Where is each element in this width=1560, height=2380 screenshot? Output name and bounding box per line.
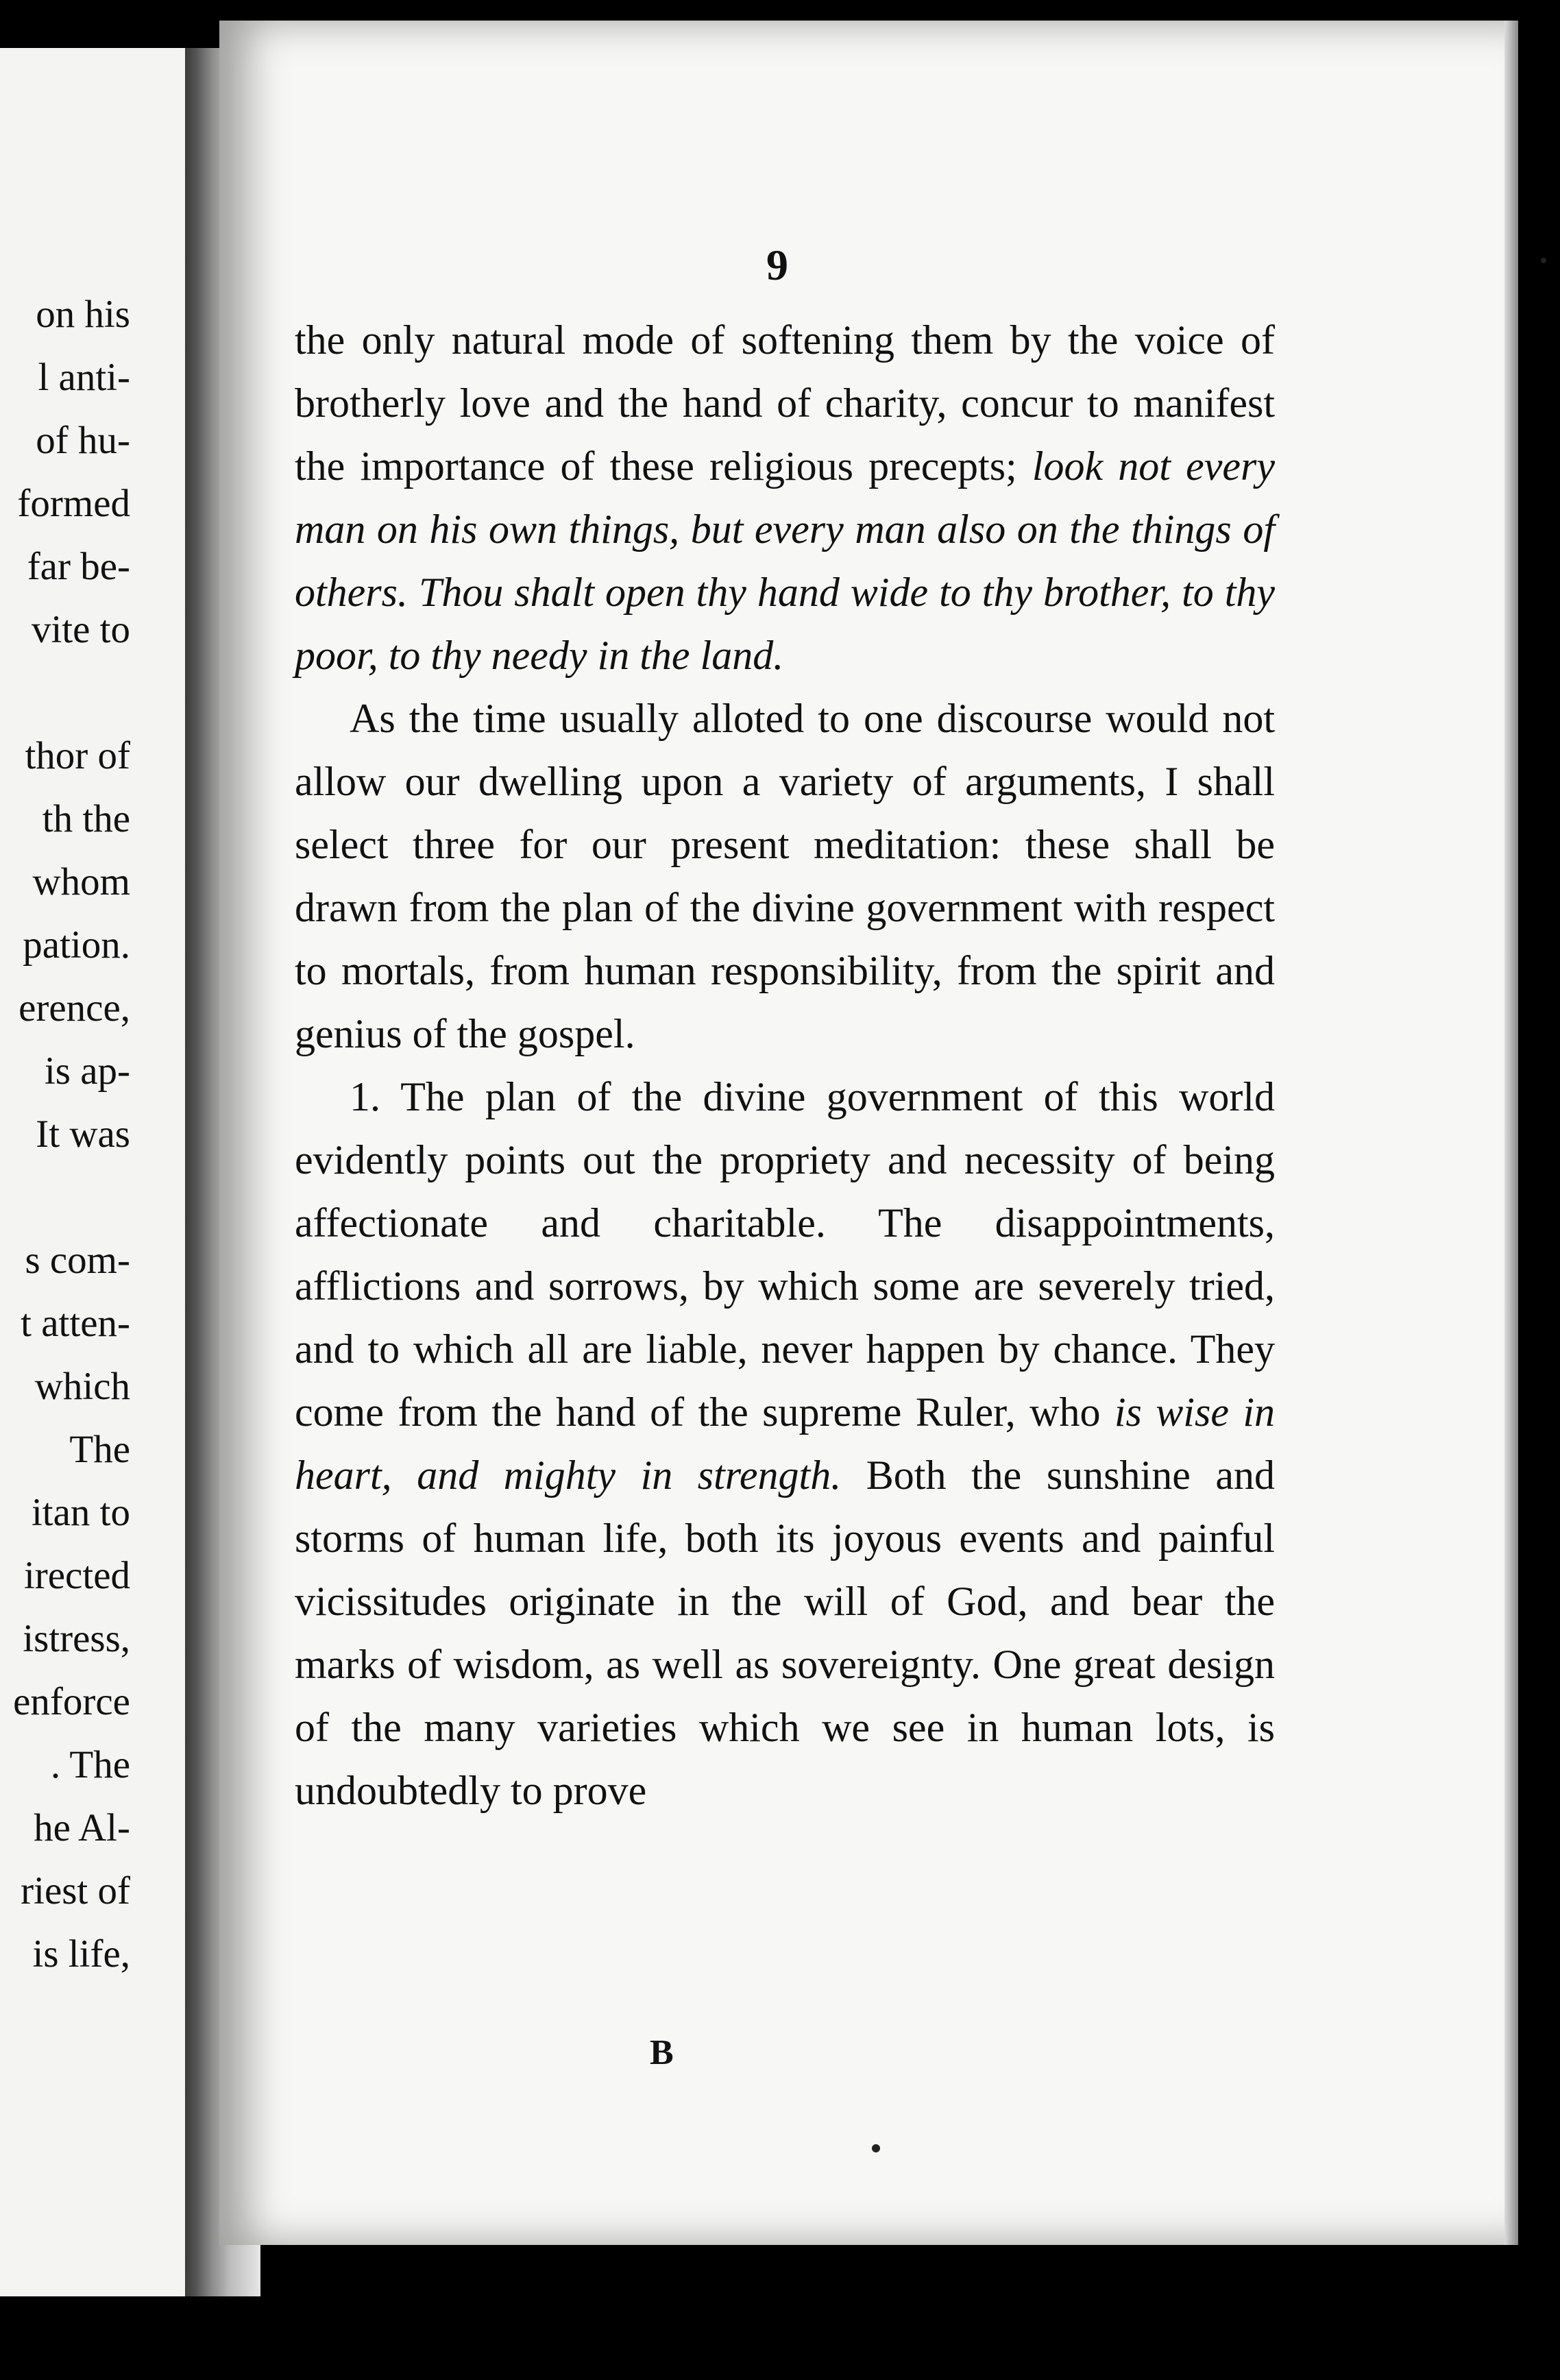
left-page-line: s com- [25, 1239, 130, 1282]
page-number: 9 [766, 241, 788, 289]
left-page-line: istress, [23, 1617, 130, 1660]
page-body [295, 308, 1275, 1822]
left-page-line: riest of [21, 1869, 130, 1912]
left-page-line: far be- [27, 545, 130, 588]
left-page-line: is life, [32, 1932, 130, 1976]
left-page-line: The [69, 1428, 130, 1471]
left-page-line: erence, [19, 986, 130, 1030]
left-page-line: . The [50, 1743, 130, 1786]
paragraph-1 [295, 308, 1275, 687]
left-page-line: he Al- [34, 1806, 130, 1849]
left-page-line: of hu- [36, 419, 130, 462]
paragraph-3-text-a: 1. The plan of the divine government of this world evidently points out the propriety and necessity of being affectionate and charitable. The disappointments, afflictions and sorrows, by which some are severely tried, and to which all are liable, never happen by chance. They come from the hand of the supreme Ruler, who [295, 1074, 1275, 1435]
signature-mark: B [650, 2033, 674, 2072]
left-page-line: t atten- [21, 1302, 130, 1345]
paragraph-2: As the time usually alloted to one discourse would not allow our dwelling upon a variety of arguments, I shall select three for our present meditation: these shall be drawn from the plan of the divine government with respect to mortals, from human responsibility, from the spirit and genius of the gospel. [295, 696, 1275, 1056]
left-page-line: irected [23, 1554, 130, 1597]
paragraph-3-quote: is wise in heart, and mighty in strength. [295, 1389, 1276, 1498]
left-page-line: th the [42, 797, 130, 840]
left-page-line: vite to [31, 608, 130, 651]
left-page-line: whom [32, 860, 130, 903]
left-page-line: It was [36, 1113, 130, 1156]
left-page-line: is ap- [44, 1049, 130, 1093]
paragraph-1-quote: look not every man on his own things, but every man also on the things of others. Thou shalt open thy hand wide to thy brother, to thy poor, to thy needy in the land. [295, 444, 1275, 678]
left-page-fragment [0, 48, 206, 2296]
left-page-line: enforce [13, 1680, 130, 1723]
left-page-line: on his [36, 293, 130, 336]
right-page-edge [1504, 21, 1518, 2245]
paragraph-3 [295, 1065, 1275, 1822]
paragraph-3-text-b: Both the sunshine and storms of human life, both its joyous events and painful vicissitudes originate in the will of God, and bear the marks of wisdom, as well as sovereignty. One great design of the many varieties which we see in human lots, is undoubtedly to prove [295, 1453, 1275, 1813]
paragraph-1-text: the only natural mode of softening them by the voice of brotherly love and the hand of charity, concur to manifest the importance of these religious precepts; [295, 317, 1275, 489]
ink-speck [872, 2144, 880, 2152]
left-page-line: which [34, 1365, 130, 1408]
left-page-line: pation. [23, 923, 130, 967]
left-page-line: l anti- [38, 356, 130, 399]
left-page-line: itan to [31, 1491, 130, 1534]
ink-speck [1541, 258, 1546, 263]
left-page-line: thor of [25, 734, 130, 777]
left-page-line: formed [17, 482, 130, 525]
